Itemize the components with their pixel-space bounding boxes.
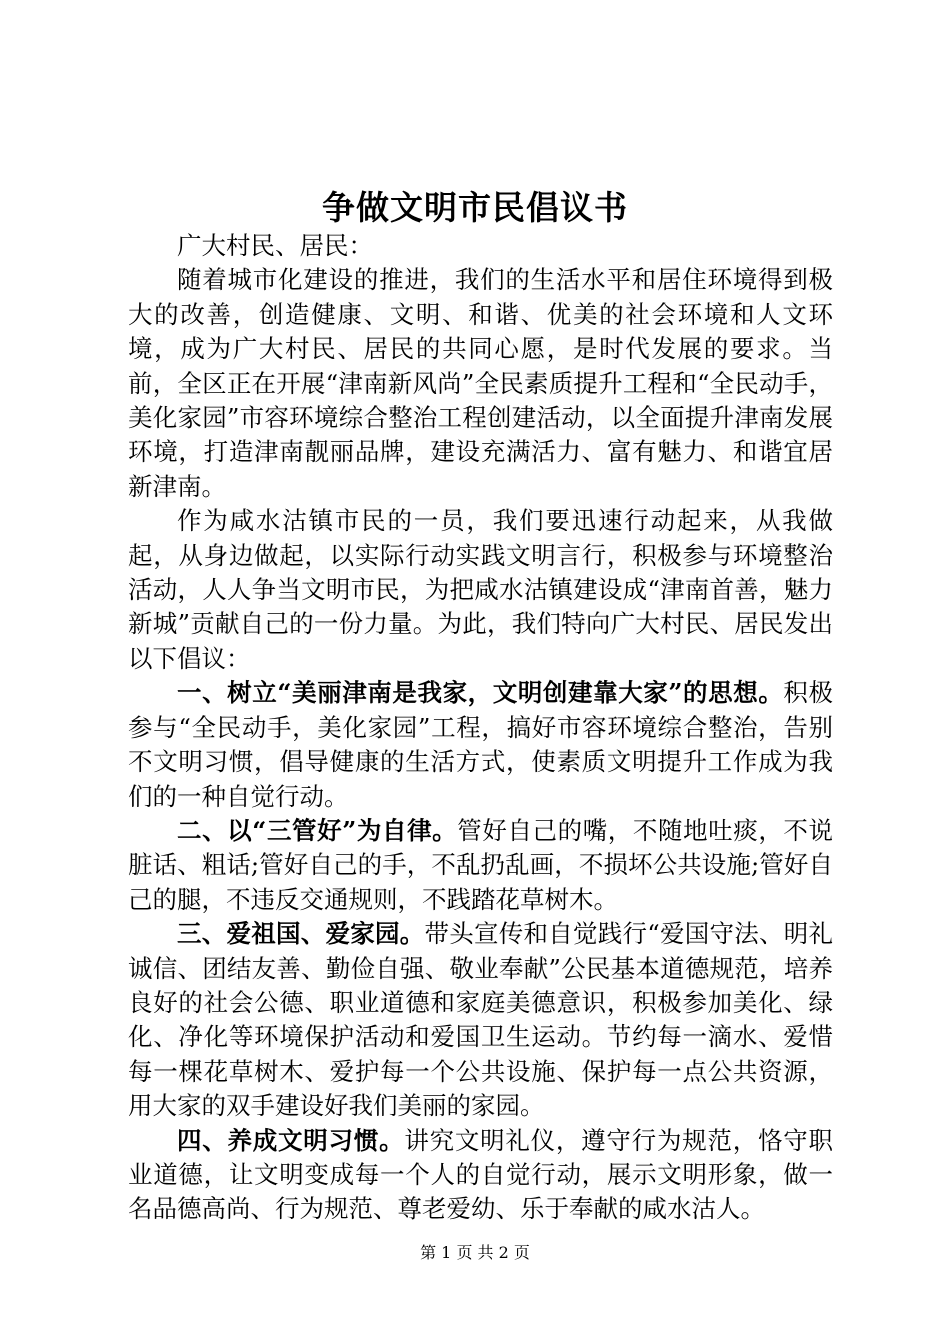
page-footer: 第 1 页 共 2 页 (420, 1243, 530, 1262)
proposal-heading-2: 二、以“三管好”为自律。 (177, 815, 458, 845)
document-title: 争做文明市民倡议书 (322, 188, 628, 227)
proposal-text-1: 积极参与“全民动手，美化家园”工程，搞好市容环境综合整治，告别不文明习惯，倡导健康的生活方式，使素质文明提升工作成为我们的一种自觉行动。 (128, 678, 833, 811)
proposal-heading-3: 三、爱祖国、爱家园。 (177, 919, 425, 949)
proposal-item-3 (128, 917, 833, 1123)
document-body (128, 229, 833, 1227)
proposal-item-4 (128, 1124, 833, 1227)
proposal-text-2: 管好自己的嘴，不随地吐痰，不说脏话、粗话;管好自己的手，不乱扔乱画，不损坏公共设施;管好自己的腿，不违反交通规则，不践踏花草树木。 (128, 815, 834, 914)
paragraph-intro: 随着城市化建设的推进，我们的生活水平和居住环境得到极大的改善，创造健康、文明、和谐、优美的社会环境和人文环境，成为广大村民、居民的共同心愿，是时代发展的要求。当前，全区正在开展“津南新风尚”全民素质提升工程和“全民动手，美化家园”市容环境综合整治工程创建活动，以全面提升津南发展环境，打造津南靓丽品牌，建设充满活力、富有魅力、和谐宜居新津南。 (128, 265, 833, 501)
proposal-item-2 (128, 814, 833, 917)
proposal-text-3: 带头宣传和自觉践行“爱国守法、明礼诚信、团结友善、勤俭自强、敬业奉献”公民基本道德规范，培养良好的社会公德、职业道德和家庭美德意识，积极参加美化、绿化、净化等环境保护活动和爱国卫生运动。节约每一滴水、爱惜每一棵花草树木、爱护每一个公共设施、保护每一点公共资源，用大家的双手建设好我们美丽的家园。 (128, 919, 834, 1121)
salutation: 广大村民、居民： (177, 231, 373, 260)
proposal-item-1 (128, 676, 833, 814)
proposal-text-4: 讲究文明礼仪，遵守行为规范，恪守职业道德，让文明变成每一个人的自觉行动，展示文明形象，做一名品德高尚、行为规范、尊老爱幼、乐于奉献的咸水沽人。 (128, 1125, 834, 1224)
proposal-heading-4: 四、养成文明习惯。 (177, 1125, 405, 1155)
proposal-heading-1: 一、树立“美丽津南是我家，文明创建靠大家”的思想。 (177, 678, 784, 708)
paragraph-call: 作为咸水沽镇市民的一员，我们要迅速行动起来，从我做起，从身边做起，以实际行动实践文明言行，积极参与环境整治活动，人人争当文明市民，为把咸水沽镇建设成“津南首善，魅力新城”贡献自己的一份力量。为此，我们特向广大村民、居民发出以下倡议： (128, 506, 833, 673)
